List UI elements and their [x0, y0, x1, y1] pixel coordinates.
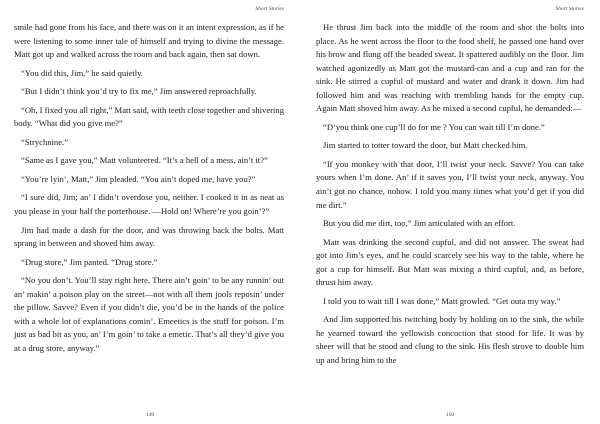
page-number: 149 [145, 412, 155, 418]
page-body [14, 21, 284, 360]
page-body [316, 21, 584, 373]
paragraph: “Strychnine.” [21, 136, 69, 147]
paragraph: Jim started to totter toward the door, but Matt checked him. [323, 140, 528, 151]
paragraph: “Drug store,” Jim panted. “Drug store.” [21, 256, 158, 267]
paragraph: smile had gone from his face, and there was on it an intent expression, as if he were listening to some inner tale of himself and trying to divine the message. Matt got up and walked across the room and back again, then sat down. [14, 22, 284, 60]
paragraph: And Jim supported his twitching body by holding on to the sink, the while he yearned toward the yellowish concoction that stood for life. It was by sheer will that he stood and clung to the sink. His flesh strove to double him up and bring him to the [316, 314, 584, 366]
paragraph: But you did me dirt, too,” Jim articulated with an effort. [323, 218, 516, 229]
paragraph: Jim had made a dash for the door, and was throwing back the bolts. Matt sprang in between and shoved him away. [14, 224, 284, 249]
paragraph: “Oh, I fixed you all right,” Matt said, with teeth close together and shivering body. “What did you give me?” [14, 104, 284, 129]
running-header: Short Stories [255, 6, 284, 12]
paragraph: Matt was drinking the second cupful, and did not answer. The sweat had got into Jim’s eyes, and he could scarcely see his way to the table, where he got a cup for himself. But Matt was mixing a third cupful, and, as before, thrust him away. [316, 236, 584, 288]
paragraph: “If you monkey with that door, I’ll twist your neck. Savve? You can take yours when I’m done. An’ if it saves you, I’ll twist your neck, anyway. You ain’t got no chance, nohow. I told you many times what you’d get if you did me dirt.” [316, 158, 584, 210]
paragraph: “Same as I gave you,” Matt volunteered. “It’s a hell of a mess, ain’t it?” [21, 155, 268, 166]
page-number: 150 [445, 412, 455, 418]
paragraph: “D’you think one cup’ll do for me ? You can wait till I’m done.” [323, 121, 545, 132]
paragraph: “But I didn’t think you’d try to fix me,” Jim answered reproachfully. [21, 86, 257, 97]
paragraph: “You’re lyin’, Matt,” Jim pleaded. “You ain’t doped me, have you?” [21, 173, 256, 184]
right-page [300, 0, 600, 424]
paragraph: “You did this, Jim,” he said quietly. [21, 67, 143, 78]
paragraph: He thrust Jim back into the middle of the room and shot the bolts into place. As he went across the floor to the food shelf, he passed one hand over his brow and flung off the beaded sweat. It spattered audibly on the floor. Jim watched agonizedly as Matt got the mustard-can and a cup and ran for the sink. He stirred a cupful of mustard and water and drank it down. Jim had followed him and was reaching with trembling hands for the empty cup. Again Matt shoved him away. As he mixed a second cupful, he demanded:— [316, 22, 584, 114]
paragraph: “No you don’t. You’ll stay right here. There ain’t goin’ to be any runnin’ out an’ makin’ a poison play on the street—not with all them jools reposin’ under the pillow. Savve? Even if you didn’t die, you’d be in the hands of the police with a whole lot of explanations comin’. Emeetics is the stuff for poison. I’m just as bad bit as you, an’ I’m goin’ to take a emetic. That’s all they’d give you at a drug store, anyway.” [14, 275, 284, 353]
running-header: Short Stories [555, 6, 584, 12]
paragraph: “I sure did, Jim; an’ I didn’t overdose you, neither. I cooked it in as neat as you please in your half the porterhouse. —Hold on! Where’re you goin’?” [14, 192, 284, 217]
paragraph: I told you to wait till I was done,” Matt growled. “Get outa my way.” [323, 295, 561, 306]
